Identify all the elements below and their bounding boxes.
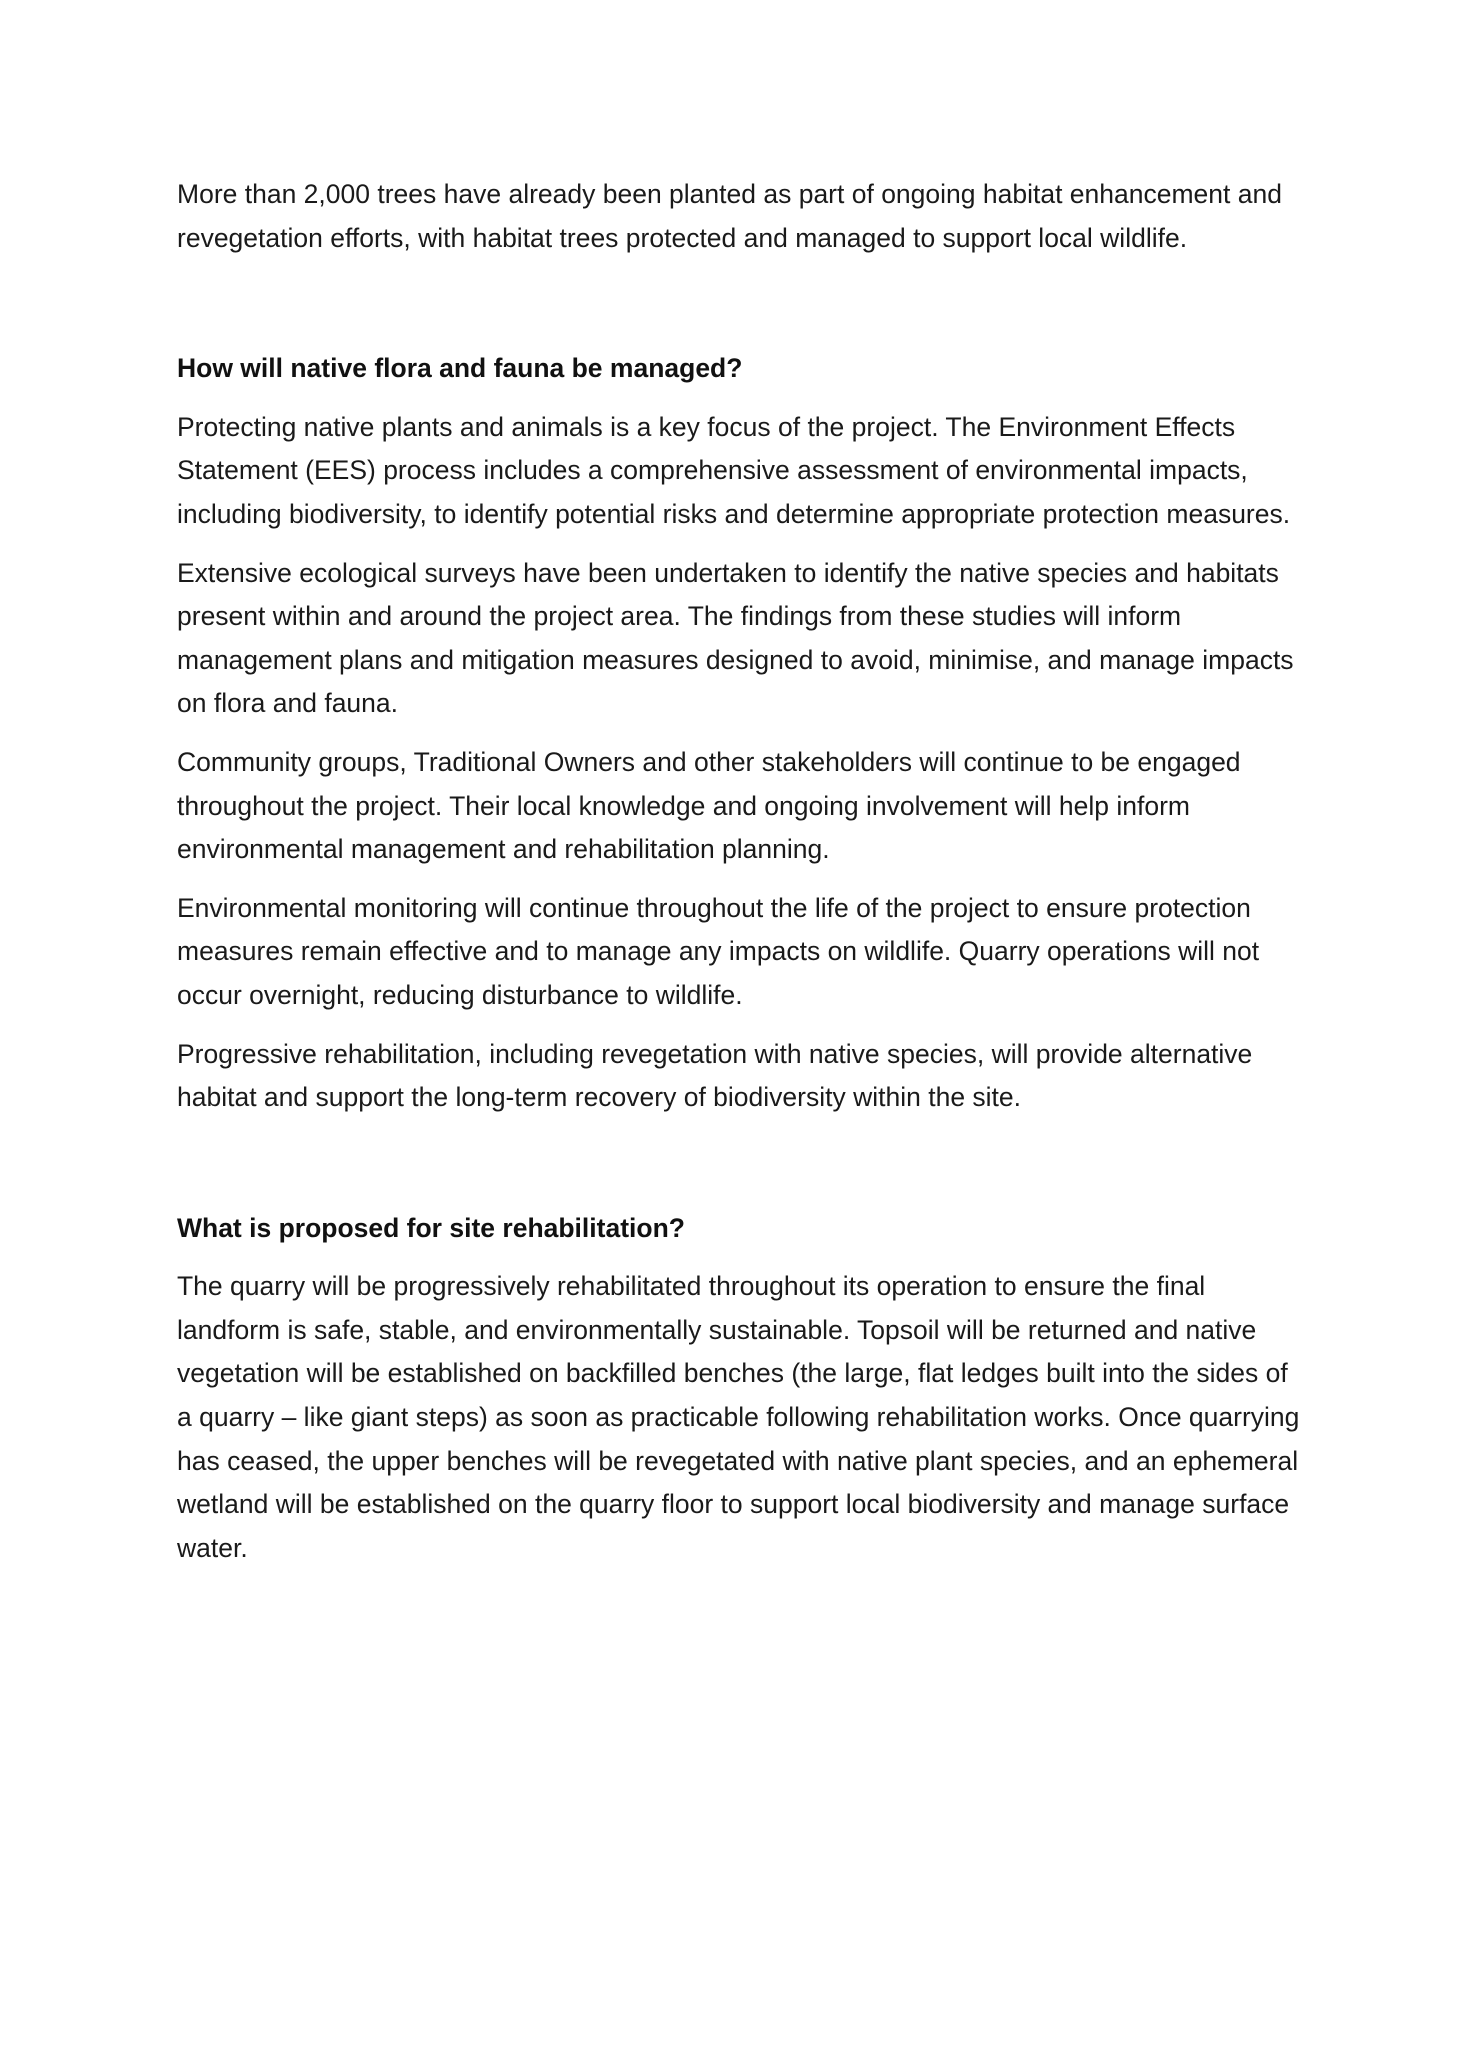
section-spacer	[177, 275, 1307, 347]
flora-fauna-heading: How will native flora and fauna be managed?	[177, 353, 743, 384]
flora-fauna-paragraph-1: Protecting native plants and animals is a key focus of the project. The Environment Effects Statement (EES) process includes a comprehensive assessment of environmental impacts, including biodiversity, to identify potential risks and determine appropriate protection measures.	[177, 411, 1291, 529]
flora-fauna-paragraph-2: Extensive ecological surveys have been undertaken to identify the native species and habitats present within and around the project area. The findings from these studies will inform management plans and mitigation measures designed to avoid, minimise, and manage impacts on flora and fauna.	[177, 557, 1294, 719]
document-body	[177, 173, 1307, 1585]
flora-fauna-paragraph-3: Community groups, Traditional Owners and other stakeholders will continue to be engaged throughout the project. Their local knowledge and ongoing involvement will help inform environmental management and rehabilitation planning.	[177, 746, 1241, 865]
rehabilitation-paragraph: The quarry will be progressively rehabilitated throughout its operation to ensure the final landform is safe, stable, and environmentally sustainable. Topsoil will be returned and native vegetation will be established on backfilled benches (the large, flat ledges built into the sides of a quarry – like giant steps) as soon as practicable following rehabilitation works. Once quarrying has ceased, the upper benches will be revegetated with native plant species, and an ephemeral wetland will be established on the quarry floor to support local biodiversity and manage surface water.	[177, 1271, 1300, 1563]
rehabilitation-heading: What is proposed for site rehabilitation?	[177, 1212, 685, 1243]
flora-fauna-paragraph-4: Environmental monitoring will continue throughout the life of the project to ensure protection measures remain effective and to manage any impacts on wildlife. Quarry operations will not occur overnight, reducing disturbance to wildlife.	[177, 892, 1260, 1010]
intro-paragraph: More than 2,000 trees have already been planted as part of ongoing habitat enhancement and revegetation efforts, with habitat trees protected and managed to support local wildlife.	[177, 179, 1282, 253]
flora-fauna-paragraph-5: Progressive rehabilitation, including revegetation with native species, will provide alternative habitat and support the long-term recovery of biodiversity within the site.	[177, 1038, 1253, 1113]
section-spacer	[177, 1135, 1307, 1207]
